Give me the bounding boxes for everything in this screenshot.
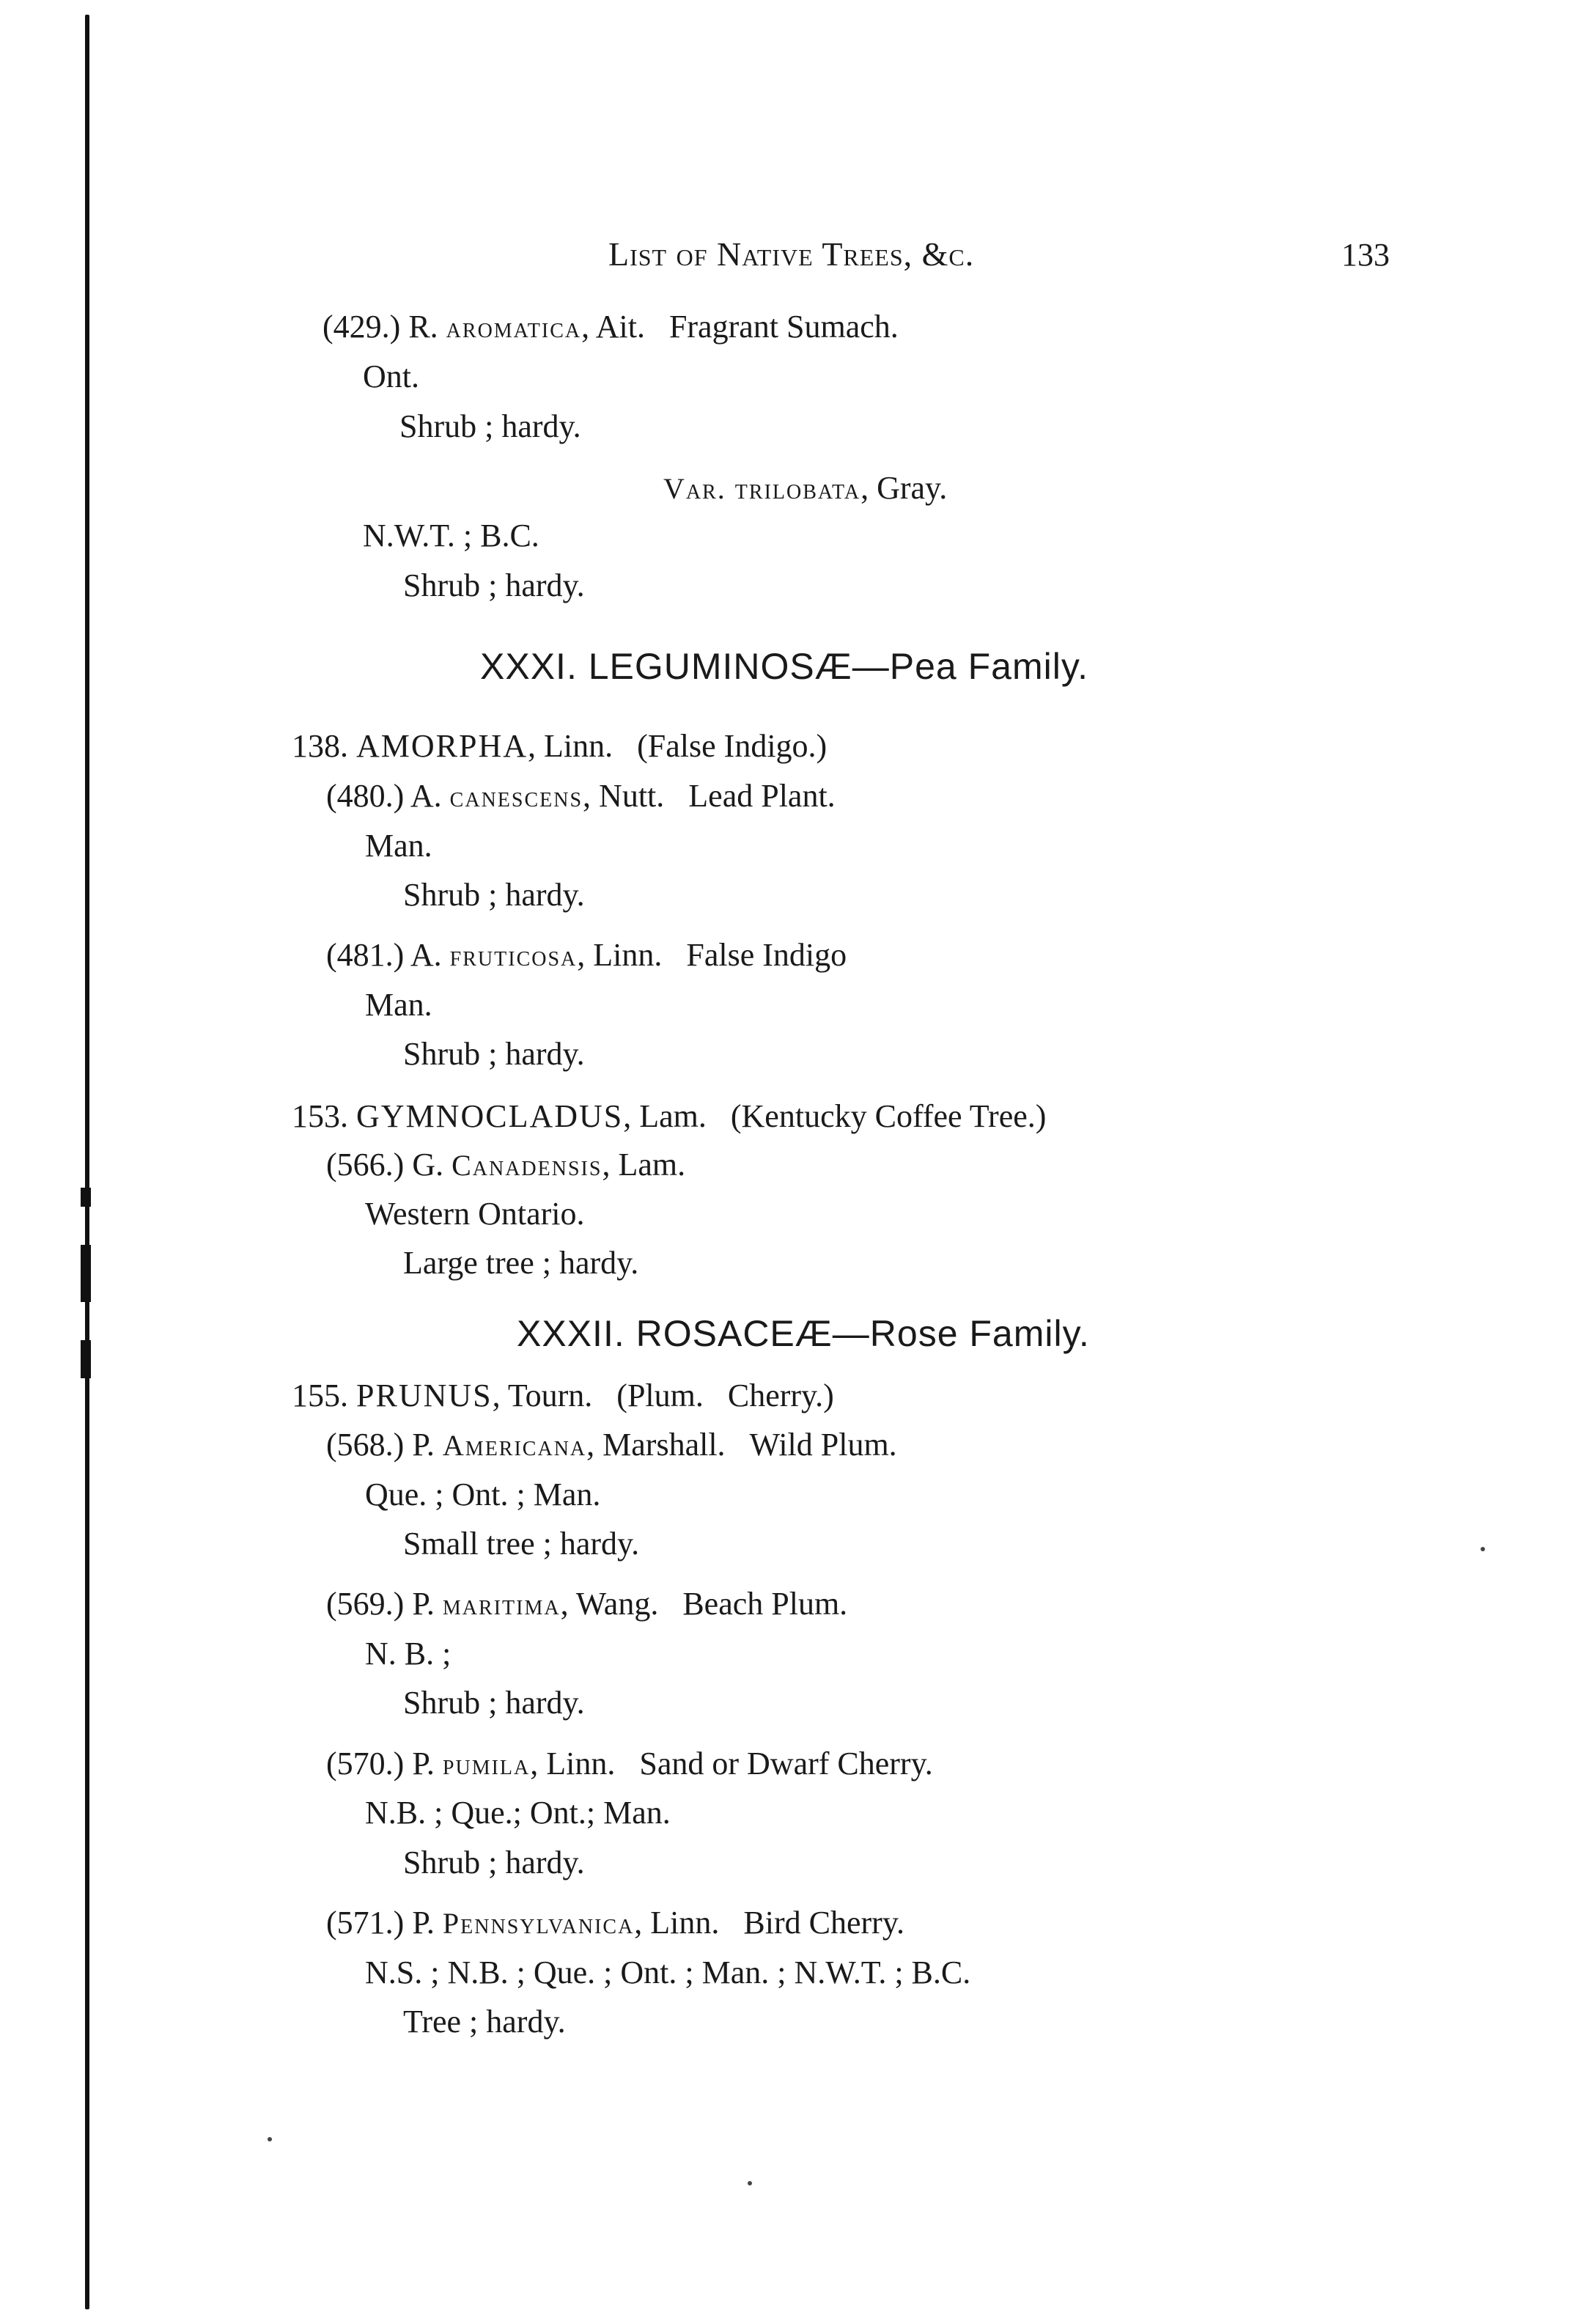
species-entry-429 [323, 308, 899, 345]
genus-entry-155 [292, 1377, 834, 1414]
running-header: List of Native Trees, &c. [608, 235, 975, 273]
species-name: maritima [442, 1588, 561, 1621]
genus-name: AMORPHA [356, 728, 528, 764]
genus-name: GYMNOCLADUS [356, 1098, 624, 1134]
genus-name: PRUNUS [356, 1378, 493, 1413]
genus-number: 153. [292, 1098, 348, 1134]
page-number: 133 [1341, 237, 1390, 273]
range-line: N.B. ; Que.; Ont.; Man. [365, 1795, 671, 1831]
common-name: Beach Plum. [682, 1586, 848, 1622]
genus-entry-153 [292, 1097, 1046, 1135]
species-author: , Ait. [581, 309, 645, 345]
species-entry-569 [326, 1585, 847, 1622]
variety-entry-trilobata [663, 469, 947, 507]
genus-entry-138 [292, 727, 827, 765]
species-author: , Linn. [530, 1746, 616, 1781]
habit-line: Shrub ; hardy. [403, 877, 585, 913]
entry-number: (568.) [326, 1427, 405, 1463]
range-line: N.S. ; N.B. ; Que. ; Ont. ; Man. ; N.W.T. ; B.C. [365, 1955, 971, 1990]
habit-line: Shrub ; hardy. [403, 567, 585, 603]
species-name: pumila [442, 1748, 531, 1781]
species-author: , Linn. [634, 1905, 720, 1941]
genus-author-common: , Tourn. (Plum. Cherry.) [492, 1378, 834, 1413]
genus-abbr: G. [412, 1147, 444, 1183]
habit-line: Small tree ; hardy. [403, 1526, 640, 1562]
genus-author-common: , Linn. (False Indigo.) [528, 728, 828, 764]
species-name: Pennsylvanica [442, 1907, 635, 1940]
genus-abbr: P. [412, 1586, 435, 1622]
scan-speck [1481, 1547, 1485, 1551]
common-name: Sand or Dwarf Cherry. [639, 1746, 933, 1781]
habit-line: Shrub ; hardy. [403, 1845, 585, 1880]
species-author: , Marshall. [586, 1427, 726, 1463]
common-name: Wild Plum. [749, 1427, 897, 1463]
species-entry-480 [326, 777, 836, 814]
genus-number: 155. [292, 1378, 348, 1413]
genus-abbr: P. [412, 1746, 435, 1781]
entry-number: (570.) [326, 1746, 405, 1781]
species-author: , Lam. [602, 1147, 686, 1183]
habit-line: Shrub ; hardy. [403, 1685, 585, 1721]
habit-line: Tree ; hardy. [403, 2004, 566, 2040]
range-line: Man. [365, 828, 432, 864]
species-author: , Nutt. [583, 778, 665, 814]
variety-name: Var. trilobata [663, 472, 861, 505]
page-binding-edge [85, 15, 89, 2309]
species-entry-566 [326, 1146, 685, 1183]
species-entry-568 [326, 1426, 897, 1463]
scan-speck [268, 2137, 272, 2141]
species-entry-481 [326, 936, 847, 974]
habit-line: Shrub ; hardy. [399, 408, 581, 444]
common-name: Bird Cherry. [743, 1905, 904, 1941]
entry-number: (566.) [326, 1147, 405, 1183]
species-entry-570 [326, 1745, 933, 1782]
entry-number: (571.) [326, 1905, 405, 1941]
genus-abbr: A. [410, 778, 442, 814]
species-name: Canadensis [452, 1149, 602, 1182]
genus-abbr: A. [410, 937, 442, 973]
family-heading-leguminosae: XXXI. LEGUMINOSÆ—Pea Family. [480, 646, 1089, 687]
common-name: False Indigo [686, 937, 847, 973]
species-name: canescens [449, 780, 583, 813]
genus-abbr: R. [408, 309, 438, 345]
species-author: , Wang. [560, 1586, 659, 1622]
species-name: aromatica [446, 311, 582, 344]
genus-author-common: , Lam. (Kentucky Coffee Tree.) [623, 1098, 1047, 1134]
family-heading-rosaceae: XXXII. ROSACEÆ—Rose Family. [517, 1313, 1090, 1354]
range-line: N. B. ; [365, 1636, 452, 1672]
entry-number: (569.) [326, 1586, 405, 1622]
scan-speck [748, 2181, 752, 2185]
range-line: Ont. [363, 358, 419, 394]
species-author: , Linn. [577, 937, 663, 973]
species-name: fruticosa [449, 939, 578, 972]
variety-author: , Gray. [860, 470, 948, 506]
range-line: N.W.T. ; B.C. [363, 518, 539, 554]
species-name: Americana [442, 1429, 587, 1462]
common-name: Fragrant Sumach. [668, 309, 899, 345]
habit-line: Large tree ; hardy. [403, 1245, 639, 1281]
entry-number: (480.) [326, 778, 405, 814]
genus-number: 138. [292, 728, 348, 764]
common-name: Lead Plant. [688, 778, 836, 814]
range-line: Que. ; Ont. ; Man. [365, 1477, 601, 1512]
genus-abbr: P. [412, 1905, 435, 1941]
genus-abbr: P. [412, 1427, 435, 1463]
habit-line: Shrub ; hardy. [403, 1036, 585, 1072]
species-entry-571 [326, 1904, 904, 1941]
range-line: Western Ontario. [365, 1196, 585, 1232]
entry-number: (429.) [323, 309, 401, 345]
range-line: Man. [365, 987, 432, 1023]
entry-number: (481.) [326, 937, 405, 973]
